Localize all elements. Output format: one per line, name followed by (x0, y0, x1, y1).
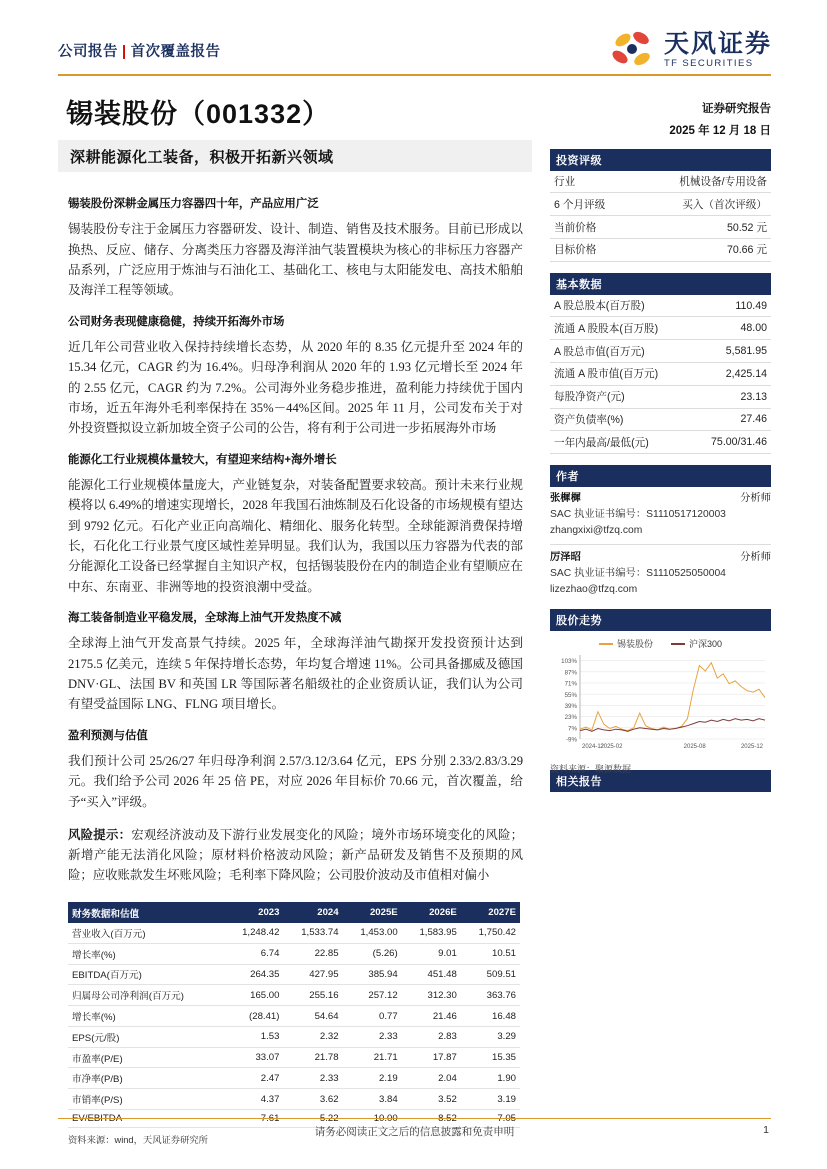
page-subtitle: 深耕能源化工装备，积极开拓新兴领域 (70, 149, 334, 166)
logo-text (664, 31, 772, 69)
author-entry (550, 491, 771, 539)
author-name: 张樨樨 (550, 493, 581, 505)
svg-text:87%: 87% (564, 669, 577, 677)
authors-list (550, 487, 771, 598)
author-email[interactable]: zhangxixi@tfzq.com (550, 525, 643, 537)
fin-cell: 363.76 (461, 985, 520, 1006)
author-sac: SAC 执业证书编号：S1110517120003 (550, 509, 726, 521)
table-row (68, 1068, 520, 1089)
financial-summary-table (68, 902, 520, 1146)
rating-section-header: 投资评级 (550, 149, 771, 171)
logo-name-cn: 天风证券 (663, 29, 772, 58)
rating-key: 目标价格 (550, 238, 634, 261)
fin-cell: 10.51 (461, 943, 520, 964)
fin-cell: (5.26) (343, 943, 402, 964)
fin-cell: 165.00 (224, 985, 283, 1006)
authors-section-header: 作者 (550, 465, 771, 487)
rating-value: 买入（首次评级） (634, 193, 771, 216)
chart-source: 资料来源：聚源数据 (550, 763, 632, 774)
risk-text: 宏观经济波动及下游行业发展变化的风险；境外市场环境变化的风险；新增产能无法消化风险；原材料价格波动风险；新产品研发及销售不及预期的风险；应收账款发生坏账风险；毛利率下降风险；公司股价波动及市值相对偏小 (68, 828, 524, 883)
fin-cell: 3.62 (283, 1089, 342, 1110)
rating-table (550, 171, 771, 262)
fin-cell: 1.53 (224, 1026, 283, 1047)
fin-col-header: 2027E (461, 902, 520, 923)
report-date: 2025 年 12 月 18 日 (669, 124, 771, 137)
fin-col-header: 2026E (402, 902, 461, 923)
page-title: 锡装股份（001332） (66, 99, 331, 129)
table-row (68, 923, 520, 943)
fin-cell: 21.71 (343, 1047, 402, 1068)
fin-cell: 4.37 (224, 1089, 283, 1110)
fin-cell: 427.95 (283, 964, 342, 985)
table-row (550, 238, 771, 261)
header-right-label: 首次覆盖报告 (130, 44, 221, 60)
basic-data-section-header: 基本数据 (550, 273, 771, 295)
table-row (68, 985, 520, 1006)
author-name: 厉泽昭 (550, 552, 581, 563)
basic-key: 一年内最高/最低(元) (550, 431, 691, 454)
fin-cell: 451.48 (402, 964, 461, 985)
related-reports-section-header: 相关报告 (550, 770, 771, 792)
author-entry (550, 550, 771, 598)
section-heading: 能源化工行业规模体量较大，有望迎来结构+海外增长 (68, 453, 337, 466)
fin-cell: 2.33 (343, 1026, 402, 1047)
basic-value: 48.00 (691, 317, 771, 340)
fin-cell: 2.33 (283, 1068, 342, 1089)
risk-label: 风险提示： (68, 828, 132, 843)
fin-cell: 22.85 (283, 943, 342, 964)
basic-key: 每股净资产(元) (550, 385, 691, 408)
fin-cell: (28.41) (224, 1006, 283, 1027)
section-paragraph: 我们预计公司 25/26/27 年归母净利润 2.57/3.12/3.64 亿元，EPS 分别 2.33/2.83/3.29 元。我们给予公司 2026 年 25 倍 PE，对应 2026 年目标价 70.66 元，首次覆盖，给予“买入”评级。 (68, 753, 523, 809)
fin-cell: 15.35 (461, 1047, 520, 1068)
fin-row-label: 营业收入(百万元) (68, 923, 224, 943)
basic-value: 23.13 (691, 385, 771, 408)
svg-text:39%: 39% (564, 702, 577, 710)
author-sac: SAC 执业证书编号：S1110525050004 (550, 567, 726, 579)
fin-cell: 2.83 (402, 1026, 461, 1047)
logo-name-en: TF SECURITIES (663, 58, 754, 70)
fin-cell: 2.32 (283, 1026, 342, 1047)
basic-data-table (550, 295, 771, 454)
fin-row-label: 市销率(P/S) (68, 1089, 224, 1110)
fin-cell: 21.46 (402, 1006, 461, 1027)
table-row (68, 964, 520, 985)
basic-key: 流通 A 股市值(百万元) (550, 363, 691, 386)
basic-value: 27.46 (691, 408, 771, 431)
fin-col-header: 2023 (224, 902, 283, 923)
chart-legend (550, 637, 771, 650)
fin-table-source: 资料来源：wind，天风证券研究所 (68, 1134, 208, 1145)
section-heading: 公司财务表现健康稳健，持续开拓海外市场 (68, 315, 285, 328)
svg-text:23%: 23% (564, 714, 577, 722)
author-role: 分析师 (740, 493, 771, 505)
chart-canvas (550, 651, 771, 755)
report-type-label: 证券研究报告 (702, 103, 771, 115)
fin-cell: 0.77 (343, 1006, 402, 1027)
table-row (550, 216, 771, 239)
fin-row-label: 市净率(P/B) (68, 1068, 224, 1089)
header-separator: | (122, 44, 127, 60)
brand-logo (611, 28, 772, 72)
stock-price-chart (550, 637, 771, 774)
basic-value: 75.00/31.46 (691, 431, 771, 454)
risk-disclosure (68, 825, 523, 885)
svg-text:103%: 103% (561, 658, 577, 666)
fin-row-label: 市盈率(P/E) (68, 1047, 224, 1068)
rating-value: 50.52 元 (634, 216, 771, 239)
basic-value: 2,425.14 (691, 363, 771, 386)
svg-text:55%: 55% (564, 691, 577, 699)
fin-row-label: 增长率(%) (68, 943, 224, 964)
basic-key: A 股总股本(百万股) (550, 295, 691, 317)
fin-cell: 54.64 (283, 1006, 342, 1027)
fin-cell: 3.19 (461, 1089, 520, 1110)
fin-cell: 1.90 (461, 1068, 520, 1089)
svg-text:2025-02: 2025-02 (600, 743, 623, 750)
footer-disclaimer: 请务必阅读正文之后的信息披露和免责申明 (314, 1126, 515, 1138)
logo-mark-icon (611, 28, 655, 72)
fin-row-label: EBITDA(百万元) (68, 964, 224, 985)
fin-cell: 6.74 (224, 943, 283, 964)
fin-row-label: EPS(元/股) (68, 1026, 224, 1047)
header-divider (58, 74, 771, 76)
rating-key: 当前价格 (550, 216, 634, 239)
fin-row-label: 归属母公司净利润(百万元) (68, 985, 224, 1006)
author-role: 分析师 (740, 552, 771, 563)
fin-cell: 264.35 (224, 964, 283, 985)
svg-text:2024-12: 2024-12 (582, 743, 605, 750)
legend-item-stock (599, 637, 653, 650)
fin-cell: 17.87 (402, 1047, 461, 1068)
fin-cell: 2.19 (343, 1068, 402, 1089)
svg-text:2025-08: 2025-08 (683, 743, 706, 750)
fin-cell: 3.52 (402, 1089, 461, 1110)
fin-cell: 385.94 (343, 964, 402, 985)
table-row (550, 317, 771, 340)
section-paragraph: 锡装股份专注于金属压力容器研发、设计、制造、销售及技术服务。目前已形成以换热、反应、储存、分离类压力容器及海洋油气装置模块为核心的非标压力容器产品系列，广泛应用于炼油与石油化工、基础化工、核电与太阳能发电、高技术船舶及海洋工程等领域。 (68, 222, 523, 298)
table-row (550, 408, 771, 431)
fin-col-header: 2025E (343, 902, 402, 923)
rating-value: 机械设备/专用设备 (634, 171, 771, 193)
section-paragraph: 近几年公司营业收入保持持续增长态势，从 2020 年的 8.35 亿元提升至 2024 年的 15.34 亿元，CAGR 约为 16.4%。归母净利润从 2020 年的 1.93 亿元增长至 2024 年的 2.55 亿元，CAGR 约为 7.2%。公司海外业务稳步推进，盈利能力持续优于国内市场，近五年海外毛利率保持在 35%－44%区间。2025 年 11 月，公司发布关于对外投资暨拟设立新加坡全资子公司的公告，将有利于公司进一步拓展海外市场 (68, 339, 523, 436)
fin-cell: 1,583.95 (402, 923, 461, 943)
fin-cell: 2.47 (224, 1068, 283, 1089)
fin-cell: 255.16 (283, 985, 342, 1006)
fin-cell: 33.07 (224, 1047, 283, 1068)
table-row (550, 431, 771, 454)
footer-divider (58, 1118, 771, 1119)
table-row (68, 1047, 520, 1068)
fin-cell: 1,248.42 (224, 923, 283, 943)
rating-key: 6 个月评级 (550, 193, 634, 216)
fin-row-label: 增长率(%) (68, 1006, 224, 1027)
legend-label: 锡装股份 (616, 638, 653, 649)
svg-text:71%: 71% (564, 680, 577, 688)
table-row (68, 943, 520, 964)
svg-text:7%: 7% (568, 725, 577, 733)
fin-cell: 1,750.42 (461, 923, 520, 943)
fin-cell: 21.78 (283, 1047, 342, 1068)
header-left-label: 公司报告 (58, 44, 118, 60)
basic-key: A 股总市值(百万元) (550, 340, 691, 363)
svg-text:-9%: -9% (565, 736, 577, 744)
basic-key: 资产负债率(%) (550, 408, 691, 431)
fin-cell: 509.51 (461, 964, 520, 985)
page-header (0, 29, 827, 74)
report-body (68, 196, 523, 885)
basic-key: 流通 A 股股本(百万股) (550, 317, 691, 340)
subtitle-banner (58, 140, 532, 172)
fin-cell: 9.01 (402, 943, 461, 964)
page-number: 1 (763, 1124, 769, 1136)
author-email[interactable]: lizezhao@tfzq.com (550, 583, 638, 595)
header-breadcrumb (58, 40, 221, 61)
table-row (550, 363, 771, 386)
fin-cell: 3.29 (461, 1026, 520, 1047)
rating-key: 行业 (550, 171, 634, 193)
table-row (68, 1089, 520, 1110)
stock-chart-section-header: 股价走势 (550, 609, 771, 631)
table-header-row (68, 902, 520, 923)
section-heading: 锡装股份深耕金属压力容器四十年，产品应用广泛 (68, 198, 319, 210)
fin-cell: 2.04 (402, 1068, 461, 1089)
fin-cell: 257.12 (343, 985, 402, 1006)
table-row (550, 171, 771, 193)
section-paragraph: 能源化工行业规模体量庞大，产业链复杂，对装备配置要求较高。预计未来行业规模将以 6.49%的增速实现增长，2028 年我国石油炼制及石化设备的市场规模有望达到 9792 亿元。石化产业正向高端化、精细化、服务化转型。全球能源消费保持增长，石化化工行业景气度区域性差异明显。我们认为，我国以压力容器为代表的部分能源化工设备已经掌握自主知识产权，包括锡装股份在内的制造企业有望顺应在中东、东南亚、非洲等地的投资浪潮中受益。 (68, 477, 523, 594)
basic-value: 5,581.95 (691, 340, 771, 363)
table-row (68, 1006, 520, 1027)
legend-item-index (671, 637, 722, 650)
sidebar (550, 100, 771, 792)
table-row (550, 385, 771, 408)
fin-cell: 16.48 (461, 1006, 520, 1027)
table-row (68, 1026, 520, 1047)
section-heading: 海工装备制造业平稳发展，全球海上油气开发热度不减 (68, 612, 342, 625)
divider (550, 544, 771, 545)
rating-value: 70.66 元 (634, 238, 771, 261)
section-heading: 盈利预测与估值 (68, 729, 148, 742)
section-paragraph: 全球海上油气开发高景气持续。2025 年，全球海洋油气勘探开发投资预计达到 2175.5 亿美元，连续 5 年保持增长态势，年均复合增速 11%。公司具备挪威及德国 DNV·GL、法国 BV 和英国 LR 等国际著名船级社的企业资质认证，我们认为公司有望受益国际 LNG、FLNG 项目增长。 (68, 636, 523, 712)
fin-table (68, 902, 520, 1128)
fin-cell: 1,533.74 (283, 923, 342, 943)
fin-cell: 312.30 (402, 985, 461, 1006)
legend-label: 沪深300 (688, 638, 723, 649)
table-row (550, 340, 771, 363)
fin-col-header: 2024 (283, 902, 342, 923)
table-row (550, 193, 771, 216)
basic-value: 110.49 (691, 295, 771, 317)
fin-table-title: 财务数据和估值 (68, 902, 224, 923)
fin-cell: 1,453.00 (343, 923, 402, 943)
table-row (550, 295, 771, 317)
fin-cell: 3.84 (343, 1089, 402, 1110)
svg-text:2025-12: 2025-12 (740, 743, 763, 750)
